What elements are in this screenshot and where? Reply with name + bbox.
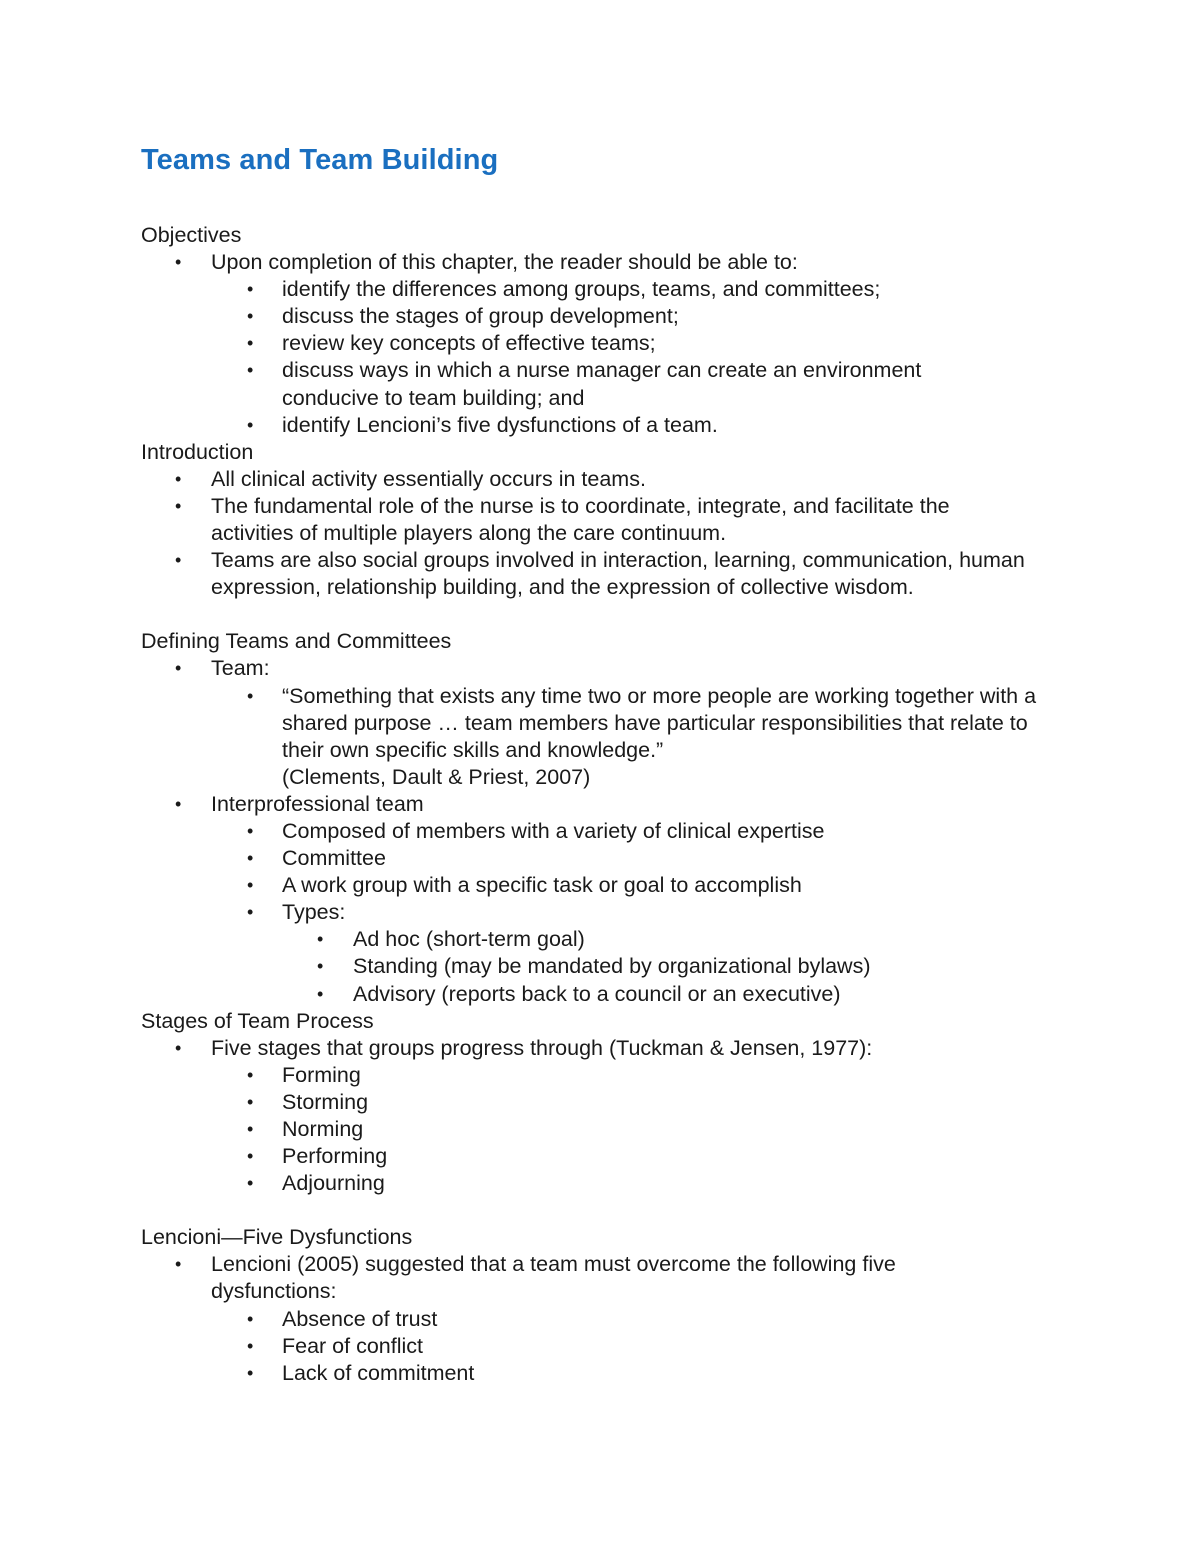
list-item: • discuss ways in which a nurse manager can create an environment conducive to team building; and (247, 358, 922, 410)
list-item: • A work group with a specific task or goal to accomplish (141, 872, 1101, 899)
defining-list (141, 655, 1101, 1007)
list-item: • Fear of conflict (141, 1333, 1101, 1360)
bullet-icon: • (175, 495, 182, 516)
bullet-icon: • (175, 550, 182, 571)
list-item: • “Something that exists any time two or more people are working together with a shared purpose … team members have particular responsibilities that relate to their own specific skills and knowledge.” (Clements, Dault & Priest, 2007) (247, 683, 1037, 789)
list-item: • Performing (141, 1143, 1101, 1170)
list-item: • Norming (141, 1116, 1101, 1143)
list-item: • identify the differences among groups, teams, and committees; (141, 276, 1101, 303)
bullet-icon: • (175, 1037, 182, 1058)
list-item: • Standing (may be mandated by organizational bylaws) (141, 953, 1101, 980)
bullet-icon: • (247, 685, 254, 706)
list-item: • Committee (141, 845, 1101, 872)
list-item: • All clinical activity essentially occurs in teams. (141, 466, 1101, 493)
section-heading-stages: Stages of Team Process (141, 1008, 374, 1033)
bullet-icon: • (247, 875, 254, 896)
bullet-icon: • (247, 1146, 254, 1167)
bullet-icon: • (247, 279, 254, 300)
spacer (141, 1197, 1101, 1224)
list-item: • discuss the stages of group development; (141, 303, 1101, 330)
bullet-icon: • (247, 414, 254, 435)
bullet-icon: • (247, 1064, 254, 1085)
list-item: • Lencioni (2005) suggested that a team must overcome the following five dysfunctions: (175, 1252, 896, 1304)
list-item: • Adjourning (141, 1170, 1101, 1197)
list-item: • Storming (141, 1089, 1101, 1116)
document-page (141, 140, 1101, 1387)
bullet-icon: • (175, 468, 182, 489)
list-item: • Advisory (reports back to a council or an executive) (141, 981, 1101, 1008)
introduction-list (141, 466, 1101, 601)
list-item: • Ad hoc (short-term goal) (141, 926, 1101, 953)
list-item: • Absence of trust (141, 1306, 1101, 1333)
bullet-icon: • (247, 1173, 254, 1194)
section-heading-introduction: Introduction (141, 439, 254, 464)
bullet-icon: • (247, 902, 254, 923)
section-introduction (141, 439, 1101, 602)
list-item: • Team: (141, 655, 1101, 682)
bullet-icon: • (175, 1254, 182, 1275)
section-defining-teams (141, 628, 1101, 1007)
list-item: • The fundamental role of the nurse is to coordinate, integrate, and facilitate the activities of multiple players along the care continuum. (175, 493, 950, 546)
list-item: • Interprofessional team (141, 791, 1101, 818)
document-title: Teams and Team Building (141, 144, 499, 176)
bullet-icon: • (247, 820, 254, 841)
bullet-icon: • (317, 956, 324, 977)
bullet-icon: • (175, 252, 182, 273)
list-item: • Forming (141, 1062, 1101, 1089)
section-heading-objectives: Objectives (141, 223, 242, 247)
section-stages (141, 1008, 1101, 1198)
objectives-list (141, 249, 1101, 439)
bullet-icon: • (247, 1119, 254, 1139)
list-item: • identify Lencioni’s five dysfunctions of a team. (141, 412, 1101, 439)
list-item: • Lack of commitment (141, 1360, 1101, 1387)
bullet-icon: • (247, 1091, 254, 1112)
section-objectives (141, 222, 1101, 439)
list-item: • Teams are also social groups involved in interaction, learning, communication, human expression, relationship building, and the expression of collective wisdom. (175, 548, 1025, 600)
lencioni-list (141, 1251, 1101, 1386)
section-lencioni (141, 1224, 1101, 1387)
list-item: • review key concepts of effective teams; (141, 330, 1101, 357)
bullet-icon: • (317, 983, 324, 1004)
bullet-icon: • (247, 848, 254, 869)
bullet-icon: • (175, 658, 182, 679)
bullet-icon: • (247, 1335, 254, 1356)
spacer (141, 601, 1101, 628)
stages-list (141, 1035, 1101, 1198)
list-item: • Types: (141, 899, 1101, 926)
bullet-icon: • (317, 929, 324, 950)
section-heading-defining-teams: Defining Teams and Committees (141, 629, 452, 654)
bullet-icon: • (247, 333, 254, 354)
list-item: • Five stages that groups progress through (Tuckman & Jensen, 1977): (141, 1035, 1101, 1062)
bullet-icon: • (175, 793, 182, 814)
section-heading-lencioni: Lencioni—Five Dysfunctions (141, 1225, 413, 1250)
list-item: • Upon completion of this chapter, the reader should be able to: (141, 249, 1101, 276)
bullet-icon: • (247, 360, 254, 381)
list-item: • Composed of members with a variety of clinical expertise (141, 818, 1101, 845)
bullet-icon: • (247, 306, 254, 327)
bullet-icon: • (247, 1362, 254, 1383)
bullet-icon: • (247, 1308, 254, 1329)
